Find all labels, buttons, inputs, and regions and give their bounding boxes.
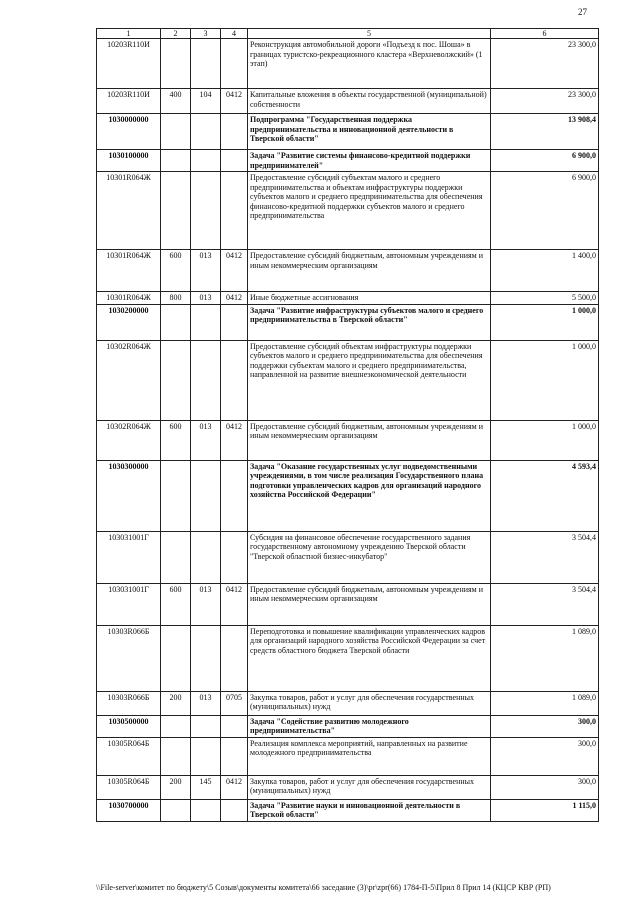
code-cell: 10301R064Ж (97, 250, 161, 292)
section-cell: 800 (161, 292, 191, 304)
name-cell: Предоставление субсидий объектам инфраструктуры поддержки субъектов малого и среднего предпринимательства для обеспечения поддержки субъектам малого и среднего предпринимательства, направленной на развитие внешнеэкономической деятельности (248, 340, 491, 420)
section-cell (161, 340, 191, 420)
header-cell: 5 (248, 29, 491, 39)
subsection-cell (191, 39, 221, 89)
section-cell (161, 531, 191, 583)
code-cell: 10305R064Б (97, 737, 161, 775)
section-cell (161, 737, 191, 775)
division-cell: 0412 (221, 775, 248, 799)
name-cell: Предоставление субсидий бюджетным, автономным учреждениям и иным некоммерческим организациям (248, 583, 491, 625)
name-cell: Капитальные вложения в объекты государственной (муниципальной) собственности (248, 89, 491, 114)
amount-cell: 4 593,4 (491, 460, 599, 531)
subsection-cell: 013 (191, 292, 221, 304)
table-row (97, 583, 599, 625)
table-row (97, 420, 599, 460)
division-cell: 0412 (221, 250, 248, 292)
code-cell: 1030000000 (97, 114, 161, 150)
section-cell (161, 304, 191, 340)
amount-cell: 5 500,0 (491, 292, 599, 304)
amount-cell: 1 089,0 (491, 625, 599, 691)
header-cell: 1 (97, 29, 161, 39)
division-cell (221, 39, 248, 89)
code-cell: 1030100000 (97, 150, 161, 172)
section-cell: 200 (161, 691, 191, 715)
subsection-cell (191, 715, 221, 737)
subsection-cell: 013 (191, 250, 221, 292)
code-cell: 1030500000 (97, 715, 161, 737)
table-row (97, 799, 599, 821)
name-cell: Реконструкция автомобильной дороги «Подъезд к пос. Шоша» в границах туристско-рекреационного кластера «Верхневолжский» (1 этап) (248, 39, 491, 89)
name-cell: Закупка товаров, работ и услуг для обеспечения государственных (муниципальных) нужд (248, 775, 491, 799)
name-cell: Задача "Содействие развитию молодежного предпринимательства" (248, 715, 491, 737)
division-cell: 0705 (221, 691, 248, 715)
division-cell: 0412 (221, 583, 248, 625)
code-cell: 1030300000 (97, 460, 161, 531)
amount-cell: 3 504,4 (491, 531, 599, 583)
amount-cell: 1 000,0 (491, 420, 599, 460)
code-cell: 103031001Г (97, 583, 161, 625)
section-cell (161, 114, 191, 150)
code-cell: 1030700000 (97, 799, 161, 821)
subsection-cell (191, 150, 221, 172)
table-row (97, 340, 599, 420)
header-cell: 3 (191, 29, 221, 39)
subsection-cell (191, 172, 221, 250)
code-cell: 10302R064Ж (97, 340, 161, 420)
header-cell: 6 (491, 29, 599, 39)
amount-cell: 6 900,0 (491, 150, 599, 172)
name-cell: Подпрограмма "Государственная поддержка предпринимательства и инновационной деятельности в Тверской области" (248, 114, 491, 150)
amount-cell: 23 300,0 (491, 39, 599, 89)
header-cell: 4 (221, 29, 248, 39)
table-row (97, 292, 599, 304)
name-cell: Реализация комплекса мероприятий, направленных на развитие молодежного предпринимательства (248, 737, 491, 775)
table-row (97, 172, 599, 250)
division-cell (221, 531, 248, 583)
header-row (97, 29, 599, 39)
amount-cell: 300,0 (491, 715, 599, 737)
division-cell (221, 304, 248, 340)
division-cell (221, 715, 248, 737)
division-cell (221, 737, 248, 775)
code-cell: 10203R110И (97, 89, 161, 114)
code-cell: 10203R110И (97, 39, 161, 89)
section-cell (161, 460, 191, 531)
division-cell (221, 172, 248, 250)
amount-cell: 13 908,4 (491, 114, 599, 150)
section-cell: 600 (161, 250, 191, 292)
name-cell: Предоставление субсидий бюджетным, автономным учреждениям и иным некоммерческим организациям (248, 250, 491, 292)
amount-cell: 23 300,0 (491, 89, 599, 114)
name-cell: Задача "Оказание государственных услуг подведомственными учреждениями, в том числе реализация Государственного плана подготовки управленческих кадров для организаций народного хозяйства Российской Федерации" (248, 460, 491, 531)
subsection-cell (191, 340, 221, 420)
budget-table (96, 28, 599, 822)
subsection-cell (191, 799, 221, 821)
table-row (97, 715, 599, 737)
subsection-cell (191, 531, 221, 583)
table-row (97, 39, 599, 89)
subsection-cell (191, 460, 221, 531)
header-cell: 2 (161, 29, 191, 39)
table-row (97, 250, 599, 292)
subsection-cell: 013 (191, 691, 221, 715)
amount-cell: 1 089,0 (491, 691, 599, 715)
subsection-cell: 013 (191, 583, 221, 625)
amount-cell: 3 504,4 (491, 583, 599, 625)
division-cell: 0412 (221, 420, 248, 460)
code-cell: 10302R064Ж (97, 420, 161, 460)
table-row (97, 737, 599, 775)
name-cell: Закупка товаров, работ и услуг для обеспечения государственных (муниципальных) нужд (248, 691, 491, 715)
amount-cell: 1 000,0 (491, 304, 599, 340)
subsection-cell (191, 737, 221, 775)
section-cell (161, 799, 191, 821)
subsection-cell (191, 114, 221, 150)
section-cell (161, 625, 191, 691)
name-cell: Предоставление субсидий бюджетным, автономным учреждениям и иным некоммерческим организациям (248, 420, 491, 460)
section-cell: 600 (161, 583, 191, 625)
table-row (97, 531, 599, 583)
code-cell: 103031001Г (97, 531, 161, 583)
code-cell: 1030200000 (97, 304, 161, 340)
division-cell (221, 150, 248, 172)
section-cell (161, 172, 191, 250)
table-row (97, 460, 599, 531)
name-cell: Переподготовка и повышение квалификации управленческих кадров для организаций народного хозяйства Российской Федерации за счет средств областного бюджета Тверской области (248, 625, 491, 691)
file-path-footer: \\File-server\комитет по бюджету\5 Созыв\документы комитета\66 заседание (3)\pr\zpr(66) 1784-П-5\Прил 8 Прил 14 (КЦСР КВР (РП) (96, 883, 551, 892)
division-cell (221, 625, 248, 691)
section-cell: 400 (161, 89, 191, 114)
subsection-cell: 013 (191, 420, 221, 460)
page-number: 27 (578, 7, 587, 17)
name-cell: Предоставление субсидий субъектам малого и среднего предпринимательства и объектам инфраструктуры поддержки субъектов малого и среднего предпринимательства для обеспечения финансово-кредитной поддержки субъектов малого и среднего предпринимательства (248, 172, 491, 250)
name-cell: Субсидия на финансовое обеспечение государственного задания государственному автономному учреждению Тверской области "Тверской областной бизнес-инкубатор" (248, 531, 491, 583)
code-cell: 10301R064Ж (97, 172, 161, 250)
amount-cell: 1 000,0 (491, 340, 599, 420)
code-cell: 10305R064Б (97, 775, 161, 799)
name-cell: Задача "Развитие науки и инновационной деятельности в Тверской области" (248, 799, 491, 821)
amount-cell: 1 400,0 (491, 250, 599, 292)
subsection-cell: 145 (191, 775, 221, 799)
section-cell: 600 (161, 420, 191, 460)
name-cell: Задача "Развитие инфраструктуры субъектов малого и среднего предпринимательства в Тверской области" (248, 304, 491, 340)
subsection-cell: 104 (191, 89, 221, 114)
division-cell: 0412 (221, 292, 248, 304)
name-cell: Иные бюджетные ассигнования (248, 292, 491, 304)
table-row (97, 150, 599, 172)
name-cell: Задача "Развитие системы финансово-кредитной поддержки предпринимателей" (248, 150, 491, 172)
amount-cell: 300,0 (491, 775, 599, 799)
table-row (97, 114, 599, 150)
division-cell (221, 460, 248, 531)
division-cell (221, 114, 248, 150)
code-cell: 10303R066Б (97, 625, 161, 691)
code-cell: 10303R066Б (97, 691, 161, 715)
table-row (97, 625, 599, 691)
subsection-cell (191, 304, 221, 340)
division-cell (221, 799, 248, 821)
section-cell: 200 (161, 775, 191, 799)
table-row (97, 89, 599, 114)
table-row (97, 304, 599, 340)
section-cell (161, 150, 191, 172)
table-row (97, 691, 599, 715)
division-cell (221, 340, 248, 420)
table-row (97, 775, 599, 799)
subsection-cell (191, 625, 221, 691)
section-cell (161, 715, 191, 737)
amount-cell: 1 115,0 (491, 799, 599, 821)
section-cell (161, 39, 191, 89)
amount-cell: 6 900,0 (491, 172, 599, 250)
amount-cell: 300,0 (491, 737, 599, 775)
division-cell: 0412 (221, 89, 248, 114)
code-cell: 10301R064Ж (97, 292, 161, 304)
